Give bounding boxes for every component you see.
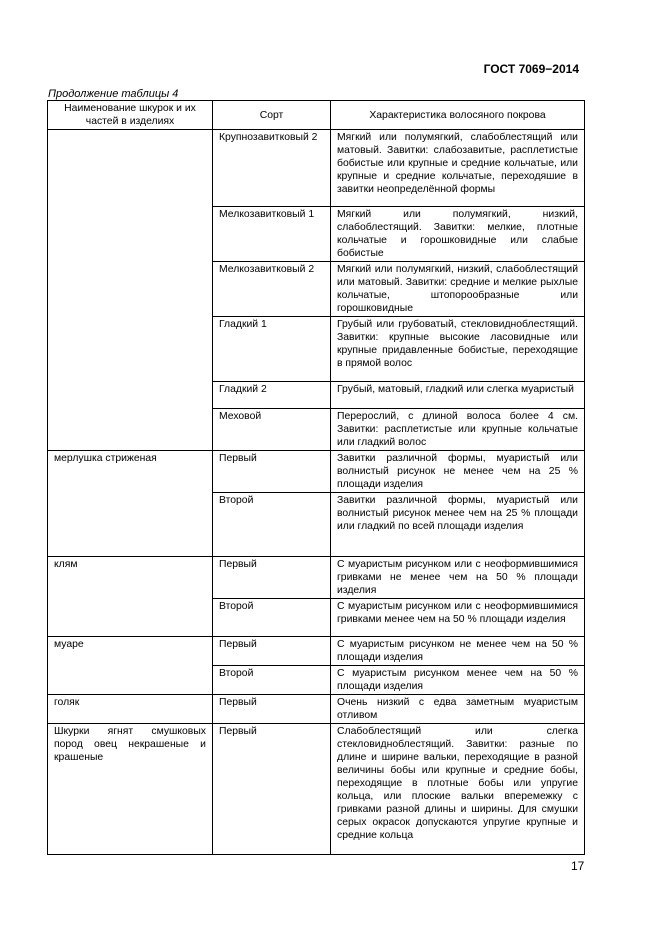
name-cell [48, 130, 213, 451]
sort-cell: Первый [213, 695, 331, 724]
sort-cell: Первый [213, 451, 331, 493]
characteristic-cell: Завитки различной формы, муаристый или волнистый рисунок не менее чем на 25 % площади изделия [331, 451, 585, 493]
table-row [48, 451, 585, 493]
name-cell: мерлушка стриженая [48, 451, 213, 557]
sort-cell: Второй [213, 599, 331, 637]
characteristic-cell: Мягкий или полумягкий, низкий, слабоблестящий. Завитки: мелкие, плотные кольчатые и горошковидные или слабые бобистые [331, 207, 585, 262]
sort-cell: Второй [213, 493, 331, 557]
table-caption: Продолжение таблицы 4 [48, 88, 179, 100]
characteristic-cell: С муаристым рисунком не менее чем на 50 % площади изделия [331, 637, 585, 666]
characteristic-cell: Очень низкий с едва заметным муаристым отливом [331, 695, 585, 724]
sort-cell: Гладкий 1 [213, 317, 331, 382]
name-cell: клям [48, 557, 213, 637]
sort-cell: Второй [213, 666, 331, 695]
characteristic-cell: С муаристым рисунком менее чем на 50 % площади изделия [331, 666, 585, 695]
characteristic-cell: Мягкий или полумягкий, низкий, слабоблестящий или матовый. Завитки: средние и мелкие рыхлые кольчатые, штопорообразные или горошковидные [331, 262, 585, 317]
sort-cell: Мелкозавитковый 2 [213, 262, 331, 317]
characteristic-cell: Мягкий или полумягкий, слабоблестящий или матовый. Завитки: слабозавитые, расплетистые бобистые или крупные и средние кольчатые, или крупные и средние кольчатые, переходяшие в завитки неопределённой формы [331, 130, 585, 207]
column-header-sort: Сорт [213, 101, 331, 130]
characteristic-cell: Слабоблестящий или слегка стекловидноблестящий. Завитки: разные по длине и ширине вальки, переходящие в разной величины бобы или крупные и средние бобы, переходящие в плотные бобы или упругие кольца, или плоские вальки вперемежку с гривками разной длины и ширины. Для смушки серых окрасок допускаются упругие крупные и средние кольца [331, 724, 585, 855]
column-header-characteristic: Характеристика волосяного покрова [331, 101, 585, 130]
table-row [48, 130, 585, 207]
name-cell: Шкурки ягнят смушковых пород овец некрашеные и крашеные [48, 724, 213, 855]
standard-header: ГОСТ 7069−2014 [483, 62, 579, 76]
characteristic-cell: Перерослий, с длиной волоса более 4 см. Завитки: расплетистые или крупные кольчатые или гладкий волос [331, 409, 585, 451]
sort-cell: Меховой [213, 409, 331, 451]
sort-cell: Первый [213, 724, 331, 855]
characteristic-cell: Завитки различной формы, муаристый или волнистый рисунок менее чем на 25 % площади или гладкий по всей площади изделия [331, 493, 585, 557]
characteristic-cell: С муаристым рисунком или с неоформившимися гривками не менее чем на 50 % площади изделия [331, 557, 585, 599]
column-header-name: Наименование шкурок и их частей в изделиях [48, 101, 213, 130]
characteristic-cell: Грубый или грубоватый, стекловидноблестящий. Завитки: крупные высокие ласовидные или крупные придавленные бобистые, переходящие в прямой волос [331, 317, 585, 382]
table-row [48, 695, 585, 724]
sort-cell: Мелкозавитковый 1 [213, 207, 331, 262]
characteristic-cell: С муаристым рисунком или с неоформившимися гривками менее чем на 50 % площади изделия [331, 599, 585, 637]
table-row [48, 557, 585, 599]
table-row [48, 724, 585, 855]
sort-cell: Первый [213, 557, 331, 599]
table-header-row [48, 101, 585, 130]
grades-table [47, 100, 585, 855]
page-number: 17 [571, 859, 585, 873]
sort-cell: Крупнозавитковый 2 [213, 130, 331, 207]
table-row [48, 637, 585, 666]
sort-cell: Первый [213, 637, 331, 666]
characteristic-cell: Грубый, матовый, гладкий или слегка муаристый [331, 382, 585, 409]
name-cell: муаре [48, 637, 213, 695]
sort-cell: Гладкий 2 [213, 382, 331, 409]
name-cell: голяк [48, 695, 213, 724]
